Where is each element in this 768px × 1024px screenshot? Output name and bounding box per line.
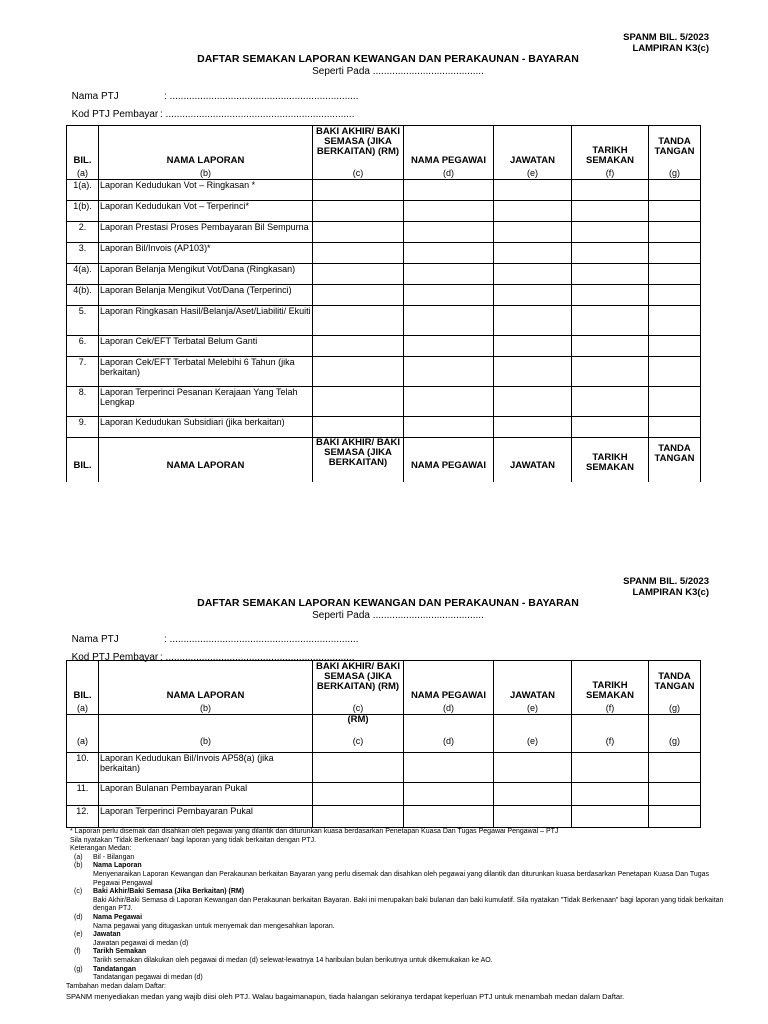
footer-header-jawatan: JAWATAN — [494, 438, 572, 482]
footer-header-nama-pegawai: NAMA PEGAWAI — [404, 438, 494, 482]
row-tanda-cell[interactable] — [649, 336, 701, 357]
table-row — [67, 753, 701, 783]
note-tidak-berkenaan: Sila nyatakan 'Tidak Berkenaan' bagi laporan yang tidak berkaitan dengan PTJ. — [70, 836, 317, 844]
row-nama-laporan: Laporan Bulanan Pembayaran Pukal — [99, 783, 313, 806]
row-jawatan-cell[interactable] — [494, 387, 572, 417]
row-baki-cell[interactable] — [313, 180, 404, 201]
date-line: Seperti Pada ........................................ — [312, 66, 484, 77]
row-jawatan-cell[interactable] — [494, 264, 572, 285]
table-row — [67, 285, 701, 306]
code-cell: (a) — [67, 168, 99, 180]
header-bil: BIL. — [67, 126, 99, 168]
table-row — [67, 201, 701, 222]
row-jawatan-cell[interactable] — [494, 753, 572, 783]
report-table-2 — [66, 660, 701, 828]
code-cell-c: (c) — [352, 736, 364, 746]
code-cell: (f) — [572, 168, 649, 180]
row-pegawai-cell[interactable] — [404, 357, 494, 387]
row-nama-laporan: Laporan Cek/EFT Terbatal Melebihi 6 Tahun (jika berkaitan) — [99, 357, 313, 387]
row-tanda-cell[interactable] — [649, 222, 701, 243]
row-pegawai-cell[interactable] — [404, 753, 494, 783]
kod-ptj-label: Kod PTJ Pembayar — [71, 109, 159, 120]
row-tarikh-cell[interactable] — [572, 387, 649, 417]
row-tanda-cell[interactable] — [649, 387, 701, 417]
row-tanda-cell[interactable] — [649, 285, 701, 306]
row-baki-cell[interactable] — [313, 387, 404, 417]
table-row — [67, 222, 701, 243]
note-spanm: SPANM menyediakan medan yang wajib diisi oleh PTJ. Walau bagaimanapun, tiada halangan sekiranya terdapat keperluan PTJ untuk menambah medan dalam Daftar. — [66, 992, 625, 1002]
note-item-b — [66, 862, 726, 888]
row-bil: 1(a). — [67, 180, 99, 201]
row-pegawai-cell[interactable] — [404, 336, 494, 357]
note-item-title: Nama Laporan — [93, 862, 142, 870]
nama-ptj-label: Nama PTJ — [71, 91, 119, 102]
row-baki-cell[interactable] — [313, 201, 404, 222]
footer-header-row — [67, 438, 701, 482]
header-nama-pegawai: NAMA PEGAWAI — [404, 661, 494, 703]
row-pegawai-cell[interactable] — [404, 806, 494, 828]
row-baki-cell[interactable] — [313, 783, 404, 806]
footer-header-tanda-tangan: TANDA TANGAN — [649, 438, 701, 482]
row-jawatan-cell[interactable] — [494, 417, 572, 438]
row-pegawai-cell[interactable] — [404, 285, 494, 306]
lampiran-label: LAMPIRAN K3(c) — [632, 43, 709, 54]
spanm-bil: SPANM BIL. 5/2023 — [623, 32, 709, 43]
note-item-c — [66, 888, 726, 914]
note-item-desc: Baki Akhir/Baki Semasa di Laporan Kewangan dan Perakaunan berkaitan Bayaran. Baki ini merupakan baki bulanan dan baki kumulatif. Sila nyatakan "Tidak Berkenaan" bagi laporan yang tidak berkaitan dengan PTJ. — [93, 896, 724, 913]
row-tanda-cell[interactable] — [649, 417, 701, 438]
code-cell: (d) — [404, 715, 494, 753]
notes-section — [66, 828, 726, 1002]
row-tanda-cell[interactable] — [649, 753, 701, 783]
row-nama-laporan: Laporan Kedudukan Vot – Ringkasan * — [99, 180, 313, 201]
note-item-title: Tandatangan — [93, 965, 137, 973]
table-row — [67, 417, 701, 438]
row-baki-cell[interactable] — [313, 306, 404, 336]
header-baki: BAKI AKHIR/ BAKI SEMASA (JIKA BERKAITAN) (RM) — [313, 126, 404, 168]
note-keterangan-heading: Keterangan Medan: — [70, 845, 132, 853]
nama-ptj-value[interactable]: : .................................................................... — [164, 634, 359, 645]
row-nama-laporan: Laporan Ringkasan Hasil/Belanja/Aset/Liabiliti/ Ekuiti — [99, 306, 313, 336]
row-bil: 6. — [67, 336, 99, 357]
note-item-label: (a) — [74, 853, 83, 861]
row-baki-cell[interactable] — [313, 357, 404, 387]
code-cell — [313, 715, 404, 753]
row-tanda-cell[interactable] — [649, 783, 701, 806]
row-tarikh-cell[interactable] — [572, 285, 649, 306]
note-item-desc: Jawatan pegawai di medan (d) — [93, 939, 189, 947]
row-bil: 3. — [67, 243, 99, 264]
page-title: DAFTAR SEMAKAN LAPORAN KEWANGAN DAN PERAKAUNAN - BAYARAN — [197, 53, 579, 65]
note-item-desc: Tarikh semakan dilakukan oleh pegawai di medan (d) selewat-lewatnya 14 haribulan bulan berikutnya untuk dikemukakan ke AO. — [93, 956, 493, 964]
row-bil: 8. — [67, 387, 99, 417]
note-item-a — [66, 854, 726, 863]
header-tarikh-semakan: TARIKH SEMAKAN — [572, 661, 649, 703]
footer-header-nama-laporan: NAMA LAPORAN — [99, 438, 313, 482]
row-nama-laporan: Laporan Terperinci Pesanan Kerajaan Yang Telah Lengkap — [99, 387, 313, 417]
row-jawatan-cell[interactable] — [494, 306, 572, 336]
note-item-d — [66, 914, 726, 931]
row-tanda-cell[interactable] — [649, 806, 701, 828]
row-bil: 10. — [67, 753, 99, 783]
row-nama-laporan: Laporan Kedudukan Vot – Terperinci* — [99, 201, 313, 222]
nama-ptj-label: Nama PTJ — [71, 634, 119, 645]
footer-header-bil: BIL. — [67, 438, 99, 482]
code-cell: (g) — [649, 168, 701, 180]
table-row — [67, 783, 701, 806]
header-tarikh-semakan: TARIKH SEMAKAN — [572, 126, 649, 168]
kod-ptj-value[interactable]: : .................................................................... — [160, 652, 355, 663]
row-pegawai-cell[interactable] — [404, 243, 494, 264]
note-item-f — [66, 948, 726, 965]
header-jawatan: JAWATAN — [494, 661, 572, 703]
note-item-label: (g) — [74, 965, 83, 973]
row-bil: 9. — [67, 417, 99, 438]
footer-header-tarikh-semakan: TARIKH SEMAKAN — [572, 438, 649, 482]
table-row — [67, 336, 701, 357]
nama-ptj-value[interactable]: : .................................................................... — [164, 91, 359, 102]
row-jawatan-cell[interactable] — [494, 222, 572, 243]
row-bil: 5. — [67, 306, 99, 336]
row-tarikh-cell[interactable] — [572, 264, 649, 285]
code-cell: (f) — [572, 703, 649, 715]
row-tarikh-cell[interactable] — [572, 357, 649, 387]
header-row — [67, 126, 701, 168]
row-nama-laporan: Laporan Cek/EFT Terbatal Belum Ganti — [99, 336, 313, 357]
table-row — [67, 180, 701, 201]
code-row — [67, 168, 701, 180]
row-bil: 1(b). — [67, 201, 99, 222]
table-row — [67, 387, 701, 417]
note-item-label: (f) — [74, 948, 81, 956]
table-row — [67, 806, 701, 828]
row-baki-cell[interactable] — [313, 264, 404, 285]
row-tarikh-cell[interactable] — [572, 222, 649, 243]
table-row — [67, 306, 701, 336]
header-nama-laporan: NAMA LAPORAN — [99, 661, 313, 703]
row-tanda-cell[interactable] — [649, 264, 701, 285]
date-line-2: Seperti Pada ........................................ — [312, 610, 484, 621]
row-jawatan-cell[interactable] — [494, 806, 572, 828]
note-item-title: Jawatan — [93, 931, 121, 939]
row-baki-cell[interactable] — [313, 417, 404, 438]
header-baki: BAKI AKHIR/ BAKI SEMASA (JIKA BERKAITAN) (RM) — [313, 661, 404, 703]
spanm-bil: SPANM BIL. 5/2023 — [623, 576, 709, 587]
row-tarikh-cell[interactable] — [572, 336, 649, 357]
note-item-label: (b) — [74, 862, 83, 870]
row-bil: 7. — [67, 357, 99, 387]
row-pegawai-cell[interactable] — [404, 306, 494, 336]
header-bil: BIL. — [67, 661, 99, 703]
kod-ptj-label: Kod PTJ Pembayar — [71, 652, 159, 663]
code-cell: (e) — [494, 703, 572, 715]
row-nama-laporan: Laporan Kedudukan Subsidiari (jika berkaitan) — [99, 417, 313, 438]
repeat-header-row — [67, 715, 701, 753]
row-baki-cell[interactable] — [313, 753, 404, 783]
code-cell: (c) — [313, 703, 404, 715]
note-item-label: (e) — [74, 931, 83, 939]
row-pegawai-cell[interactable] — [404, 222, 494, 243]
header-nama-pegawai: NAMA PEGAWAI — [404, 126, 494, 168]
row-nama-laporan: Laporan Bil/Invois (AP103)* — [99, 243, 313, 264]
row-tanda-cell[interactable] — [649, 201, 701, 222]
kod-ptj-field[interactable] — [66, 98, 355, 120]
code-cell: (a) — [67, 703, 99, 715]
row-nama-laporan: Laporan Belanja Mengikut Vot/Dana (Ringkasan) — [99, 264, 313, 285]
code-cell: (d) — [404, 168, 494, 180]
note-asterisk: * Laporan perlu disemak dan disahkan oleh pegawai yang dilantik dan diturunkan kuasa berdasarkan Penetapan Kuasa Dan Tugas Pegawai Pengawal – PTJ — [70, 828, 559, 835]
header-jawatan: JAWATAN — [494, 126, 572, 168]
row-jawatan-cell[interactable] — [494, 180, 572, 201]
note-item-title: Tarikh Semakan — [93, 948, 147, 956]
row-tanda-cell[interactable] — [649, 357, 701, 387]
row-baki-cell[interactable] — [313, 222, 404, 243]
code-cell: (g) — [649, 715, 701, 753]
row-pegawai-cell[interactable] — [404, 180, 494, 201]
code-cell: (g) — [649, 703, 701, 715]
note-item-label: (d) — [74, 913, 83, 921]
table-row — [67, 243, 701, 264]
row-tarikh-cell[interactable] — [572, 306, 649, 336]
row-tarikh-cell[interactable] — [572, 783, 649, 806]
code-cell: (e) — [494, 715, 572, 753]
row-jawatan-cell[interactable] — [494, 783, 572, 806]
code-cell: (b) — [99, 168, 313, 180]
row-jawatan-cell[interactable] — [494, 336, 572, 357]
code-cell: (d) — [404, 703, 494, 715]
row-tanda-cell[interactable] — [649, 243, 701, 264]
reference-number — [623, 32, 709, 54]
row-nama-laporan: Laporan Kedudukan Bil/Invois AP58(a) (jika berkaitan) — [99, 753, 313, 783]
note-item-desc: Nama pegawai yang ditugaskan untuk menyemak dan mengesahkan laporan. — [93, 922, 335, 930]
code-row — [67, 703, 701, 715]
code-cell: (e) — [494, 168, 572, 180]
row-tarikh-cell[interactable] — [572, 753, 649, 783]
row-nama-laporan: Laporan Prestasi Proses Pembayaran Bil Sempurna — [99, 222, 313, 243]
note-tambahan: Tambahan medan dalam Daftar: — [66, 982, 166, 990]
code-cell: (b) — [99, 703, 313, 715]
row-bil: 12. — [67, 806, 99, 828]
row-jawatan-cell[interactable] — [494, 243, 572, 264]
header-tanda-tangan: TANDA TANGAN — [649, 126, 701, 168]
footer-header-baki: BAKI AKHIR/ BAKI SEMASA (JIKA BERKAITAN) — [313, 438, 404, 482]
row-nama-laporan: Laporan Terperinci Pembayaran Pukal — [99, 806, 313, 828]
row-pegawai-cell[interactable] — [404, 264, 494, 285]
row-pegawai-cell[interactable] — [404, 783, 494, 806]
note-item-title: Nama Pegawai — [93, 913, 143, 921]
row-tarikh-cell[interactable] — [572, 201, 649, 222]
code-cell: (a) — [67, 715, 99, 753]
lampiran-label: LAMPIRAN K3(c) — [632, 587, 709, 598]
code-cell: (c) — [313, 168, 404, 180]
table-row — [67, 264, 701, 285]
header-tanda-tangan: TANDA TANGAN — [649, 661, 701, 703]
row-pegawai-cell[interactable] — [404, 417, 494, 438]
row-jawatan-cell[interactable] — [494, 357, 572, 387]
row-tarikh-cell[interactable] — [572, 806, 649, 828]
note-item-label: (c) — [74, 888, 83, 896]
row-baki-cell[interactable] — [313, 285, 404, 306]
kod-ptj-value[interactable]: : .................................................................... — [160, 109, 355, 120]
note-item-title: Bil - Bilangan — [93, 853, 135, 861]
page-title-2: DAFTAR SEMAKAN LAPORAN KEWANGAN DAN PERAKAUNAN - BAYARAN — [197, 597, 579, 609]
note-item-g — [66, 966, 726, 983]
row-tarikh-cell[interactable] — [572, 243, 649, 264]
header-row — [67, 661, 701, 703]
row-tarikh-cell[interactable] — [572, 180, 649, 201]
row-bil: 2. — [67, 222, 99, 243]
row-jawatan-cell[interactable] — [494, 285, 572, 306]
row-baki-cell[interactable] — [313, 806, 404, 828]
note-item-title: Baki Akhir/Baki Semasa (Jika Berkaitan) (RM) — [93, 888, 245, 896]
row-nama-laporan: Laporan Belanja Mengikut Vot/Dana (Terperinci) — [99, 285, 313, 306]
note-item-desc: Menyenaraikan Laporan Kewangan dan Perakaunan berkaitan Bayaran yang perlu disemak dan disahkan oleh pegawai yang dilantik dan diturunkan kuasa berdasarkan Penetapan Kuasa Dan Tugas Pegawai Pengawal — [93, 870, 710, 887]
row-tarikh-cell[interactable] — [572, 417, 649, 438]
report-table-1 — [66, 125, 701, 482]
header-nama-laporan: NAMA LAPORAN — [99, 126, 313, 168]
note-item-e — [66, 931, 726, 948]
note-item-desc: Tandatangan pegawai di medan (d) — [93, 974, 203, 982]
row-bil: 4(b). — [67, 285, 99, 306]
row-tanda-cell[interactable] — [649, 306, 701, 336]
code-cell: (f) — [572, 715, 649, 753]
row-bil: 4(a). — [67, 264, 99, 285]
repeat-rm-label: (RM) — [347, 714, 369, 725]
row-tanda-cell[interactable] — [649, 180, 701, 201]
code-cell: (b) — [99, 715, 313, 753]
row-baki-cell[interactable] — [313, 336, 404, 357]
reference-number-2 — [623, 576, 709, 598]
row-pegawai-cell[interactable] — [404, 201, 494, 222]
row-jawatan-cell[interactable] — [494, 201, 572, 222]
row-bil: 11. — [67, 783, 99, 806]
table-row — [67, 357, 701, 387]
row-baki-cell[interactable] — [313, 243, 404, 264]
row-pegawai-cell[interactable] — [404, 387, 494, 417]
